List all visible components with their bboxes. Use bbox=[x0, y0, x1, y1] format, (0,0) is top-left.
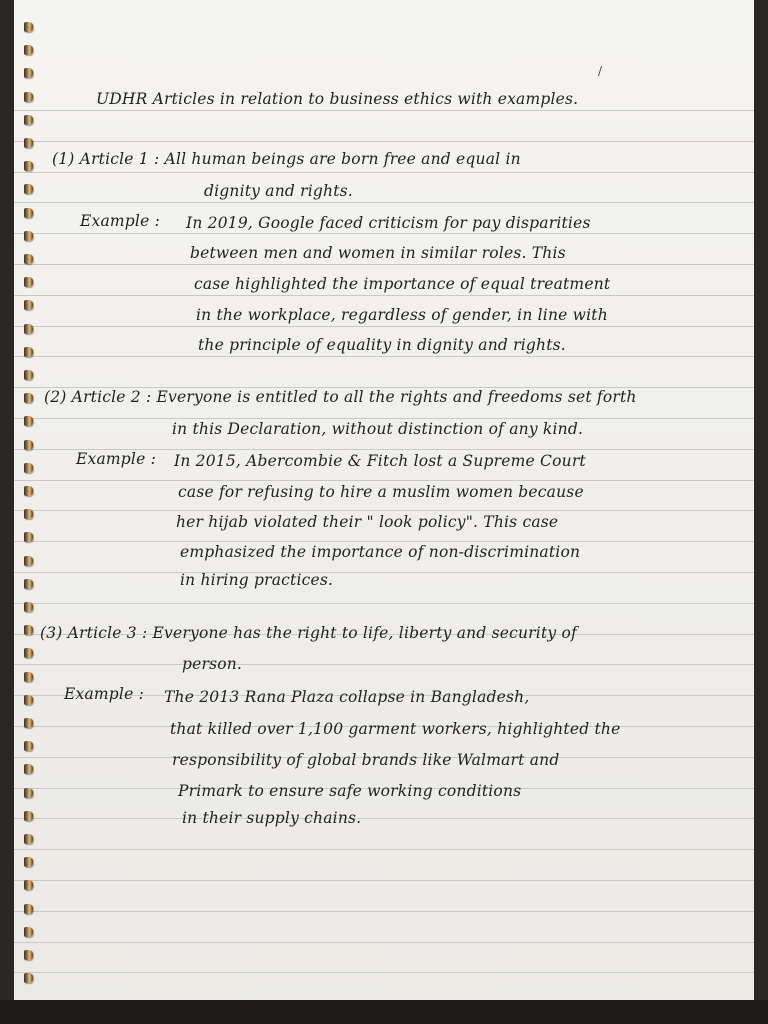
spiral-ring bbox=[24, 695, 33, 705]
spiral-ring bbox=[24, 231, 33, 241]
article-2-example-line: emphasized the importance of non-discrimination bbox=[180, 543, 581, 561]
article-1-example-line: case highlighted the importance of equal treatment bbox=[194, 275, 611, 293]
spiral-ring bbox=[24, 556, 33, 566]
article-1-example-line: between men and women in similar roles. This bbox=[190, 244, 566, 262]
rule-line bbox=[14, 849, 754, 850]
spiral-ring bbox=[24, 973, 33, 983]
article-3-example-line: responsibility of global brands like Walmart and bbox=[172, 751, 560, 769]
spiral-ring bbox=[24, 92, 33, 102]
spiral-ring bbox=[24, 509, 33, 519]
spiral-ring bbox=[24, 370, 33, 380]
spiral-ring bbox=[24, 440, 33, 450]
rule-line bbox=[14, 911, 754, 912]
spiral-ring bbox=[24, 486, 33, 496]
article-2-example-line: in hiring practices. bbox=[180, 571, 334, 589]
spiral-ring bbox=[24, 927, 33, 937]
rule-line bbox=[14, 880, 754, 881]
article-1-example-line: in the workplace, regardless of gender, in line with bbox=[196, 306, 608, 324]
spiral-ring bbox=[24, 115, 33, 125]
rule-line bbox=[14, 141, 754, 142]
rule-line bbox=[14, 972, 754, 973]
spiral-ring bbox=[24, 718, 33, 728]
spiral-ring bbox=[24, 463, 33, 473]
notebook-page bbox=[14, 0, 754, 1024]
spiral-ring bbox=[24, 857, 33, 867]
spiral-ring bbox=[24, 22, 33, 32]
spiral-ring bbox=[24, 416, 33, 426]
rule-line bbox=[14, 942, 754, 943]
spiral-ring bbox=[24, 45, 33, 55]
spiral-ring bbox=[24, 648, 33, 658]
rule-line bbox=[14, 172, 754, 173]
article-3-example-line: The 2013 Rana Plaza collapse in Bangladesh, bbox=[164, 688, 530, 706]
spiral-ring bbox=[24, 532, 33, 542]
article-1-example-line: the principle of equality in dignity and rights. bbox=[198, 336, 566, 354]
spiral-ring bbox=[24, 834, 33, 844]
desk-edge bbox=[0, 1000, 768, 1024]
page-title: UDHR Articles in relation to business ethics with examples. bbox=[96, 90, 579, 108]
spiral-ring bbox=[24, 277, 33, 287]
rule-line bbox=[14, 295, 754, 296]
spiral-ring bbox=[24, 880, 33, 890]
article-3-heading: (3) Article 3 : Everyone has the right to life, liberty and security of bbox=[40, 624, 577, 642]
spiral-ring bbox=[24, 950, 33, 960]
article-2-heading-cont: in this Declaration, without distinction of any kind. bbox=[172, 420, 584, 438]
article-2-example-line: her hijab violated their " look policy". This case bbox=[176, 513, 559, 531]
article-3-example-line: in their supply chains. bbox=[182, 809, 362, 827]
article-3-heading-cont: person. bbox=[182, 655, 243, 673]
spiral-ring bbox=[24, 208, 33, 218]
rule-line bbox=[14, 510, 754, 511]
article-2-example-line: case for refusing to hire a muslim women because bbox=[178, 483, 584, 501]
spiral-ring bbox=[24, 811, 33, 821]
spiral-ring bbox=[24, 741, 33, 751]
spiral-ring bbox=[24, 579, 33, 589]
spiral-ring bbox=[24, 764, 33, 774]
rule-line bbox=[14, 480, 754, 481]
spiral-ring bbox=[24, 625, 33, 635]
article-2-heading: (2) Article 2 : Everyone is entitled to all the rights and freedoms set forth bbox=[44, 388, 637, 406]
rule-line bbox=[14, 572, 754, 573]
spiral-ring bbox=[24, 184, 33, 194]
rule-line bbox=[14, 110, 754, 111]
spiral-ring bbox=[24, 788, 33, 798]
rule-line bbox=[14, 356, 754, 357]
rule-line bbox=[14, 264, 754, 265]
spiral-ring bbox=[24, 138, 33, 148]
spiral-ring bbox=[24, 602, 33, 612]
article-1-example-line: In 2019, Google faced criticism for pay disparities bbox=[186, 214, 591, 232]
spiral-binding bbox=[14, 0, 40, 1024]
spiral-ring bbox=[24, 324, 33, 334]
rule-line bbox=[14, 326, 754, 327]
rule-line bbox=[14, 664, 754, 665]
rule-line bbox=[14, 202, 754, 203]
article-2-example-line: In 2015, Abercombie & Fitch lost a Supreme Court bbox=[174, 452, 586, 470]
article-3-example-line: that killed over 1,100 garment workers, highlighted the bbox=[170, 720, 621, 738]
spiral-ring bbox=[24, 904, 33, 914]
spiral-ring bbox=[24, 300, 33, 310]
article-1-heading-cont: dignity and rights. bbox=[204, 182, 353, 200]
article-1-example-label: Example : bbox=[80, 212, 160, 230]
rule-line bbox=[14, 603, 754, 604]
article-2-example-label: Example : bbox=[76, 450, 156, 468]
article-3-example-label: Example : bbox=[64, 685, 144, 703]
spiral-ring bbox=[24, 393, 33, 403]
spiral-ring bbox=[24, 68, 33, 78]
article-1-heading: (1) Article 1 : All human beings are born free and equal in bbox=[52, 150, 521, 168]
rule-line bbox=[14, 418, 754, 419]
spiral-ring bbox=[24, 161, 33, 171]
article-3-example-line: Primark to ensure safe working conditions bbox=[178, 782, 522, 800]
spiral-ring bbox=[24, 347, 33, 357]
stray-pen-mark: / bbox=[598, 64, 603, 78]
rule-line bbox=[14, 541, 754, 542]
rule-line bbox=[14, 818, 754, 819]
spiral-ring bbox=[24, 672, 33, 682]
spiral-ring bbox=[24, 254, 33, 264]
rule-line bbox=[14, 233, 754, 234]
